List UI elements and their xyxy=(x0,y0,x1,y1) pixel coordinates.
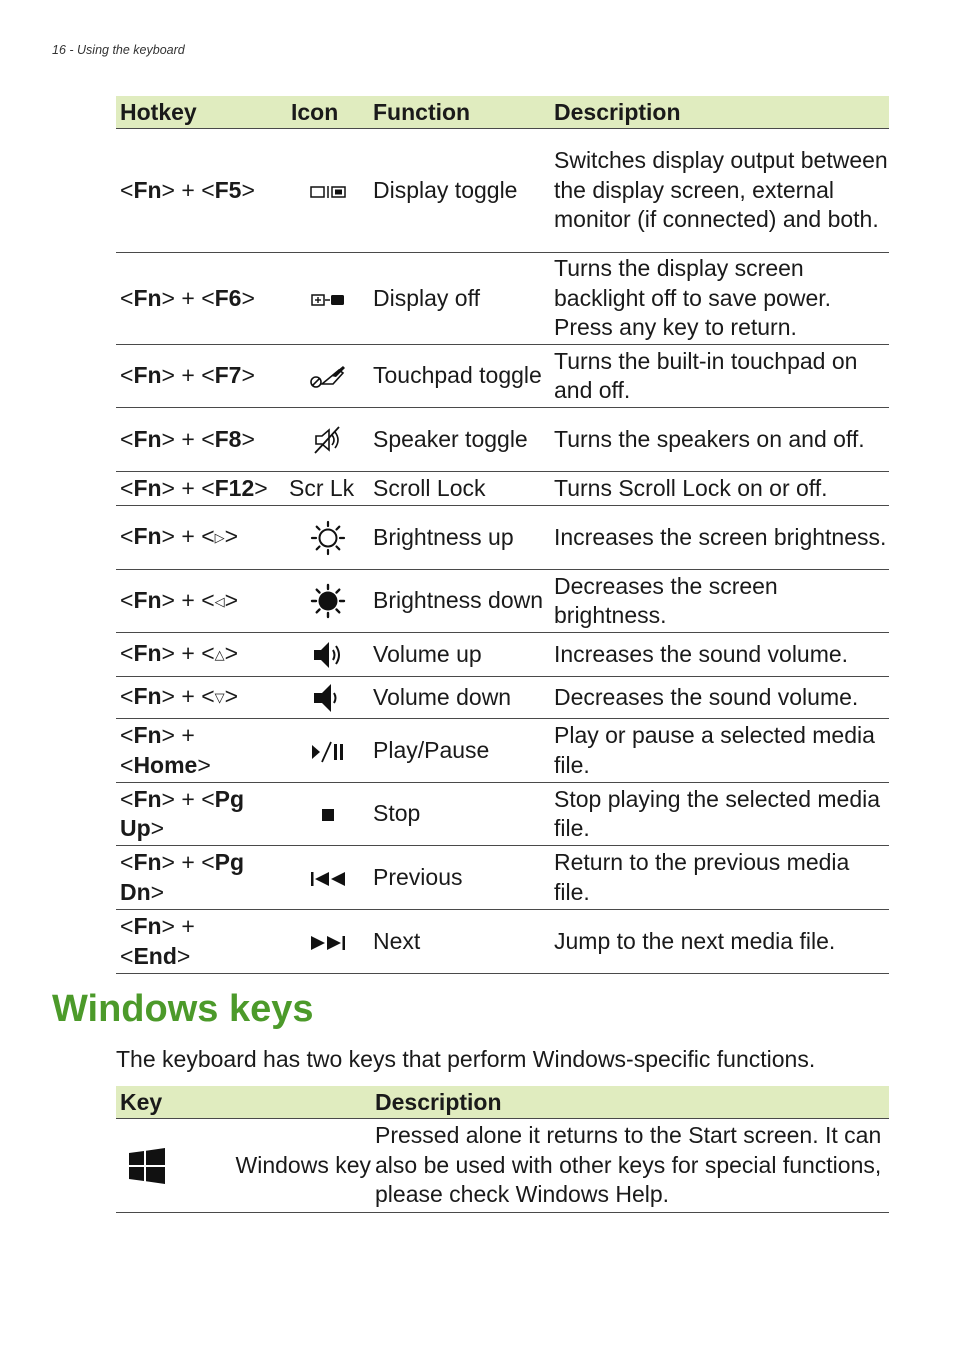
hotkey-cell: <Fn> + <F6> xyxy=(116,253,287,345)
description-cell: Turns the display screen backlight off to save power. Press any key to return. xyxy=(550,253,889,345)
description-cell: Increases the screen brightness. xyxy=(550,506,889,570)
mod-key: Fn xyxy=(133,425,162,452)
key-name: Pg Dn xyxy=(120,849,245,905)
mod-key: Fn xyxy=(133,523,162,550)
speaker-mute-icon xyxy=(312,425,344,455)
icon-cell xyxy=(287,846,369,910)
description-cell: Decreases the screen brightness. xyxy=(550,570,889,633)
function-cell: Play/Pause xyxy=(369,719,550,783)
mod-key: Fn xyxy=(133,362,162,389)
key-name: ▷ xyxy=(214,530,225,546)
description-cell: Return to the previous media file. xyxy=(550,846,889,910)
table-row xyxy=(116,783,889,846)
icon-cell xyxy=(287,506,369,570)
header-hotkey: Hotkey xyxy=(116,96,287,129)
icon-cell xyxy=(287,345,369,408)
mod-key: Fn xyxy=(133,176,162,203)
icon-cell xyxy=(287,910,369,974)
function-cell: Speaker toggle xyxy=(369,408,550,472)
icon-cell xyxy=(287,408,369,472)
mod-key: Fn xyxy=(133,683,162,710)
key-cell xyxy=(116,1119,371,1213)
hotkey-cell: <Fn> + <▷> xyxy=(116,506,287,570)
header-description: Description xyxy=(550,96,889,129)
mod-key: Fn xyxy=(133,785,162,812)
mod-key: Fn xyxy=(133,913,162,939)
play-pause-icon xyxy=(309,740,347,764)
table-row xyxy=(116,910,889,974)
hotkey-cell: <Fn> + <End> xyxy=(116,910,287,974)
hotkey-cell: <Fn> + <◁> xyxy=(116,570,287,633)
brightness-down-icon xyxy=(310,583,346,619)
function-cell: Display off xyxy=(369,253,550,345)
windows-key-table xyxy=(116,1086,889,1213)
table-row xyxy=(116,506,889,570)
description-cell: Decreases the sound volume. xyxy=(550,677,889,719)
key-name: ▽ xyxy=(214,690,225,706)
volume-down-icon xyxy=(311,681,345,715)
next-icon xyxy=(309,935,347,951)
hotkey-cell: <Fn> + <Pg Up> xyxy=(116,783,287,846)
icon-cell xyxy=(287,570,369,633)
hotkey-cell: <Fn> + <△> xyxy=(116,633,287,677)
mod-key: Fn xyxy=(133,284,162,311)
icon-cell xyxy=(287,472,369,506)
key-name: End xyxy=(133,942,177,969)
table-row xyxy=(116,129,889,253)
volume-up-icon xyxy=(311,639,345,671)
icon-cell xyxy=(287,633,369,677)
description-cell: Play or pause a selected media file. xyxy=(550,719,889,783)
header-description: Description xyxy=(371,1086,889,1119)
table-row xyxy=(116,846,889,910)
function-cell: Next xyxy=(369,910,550,974)
table-row xyxy=(116,570,889,633)
function-cell: Brightness up xyxy=(369,506,550,570)
display-off-icon xyxy=(310,293,346,307)
function-cell: Previous xyxy=(369,846,550,910)
function-cell: Volume down xyxy=(369,677,550,719)
windows-key-label: Windows key xyxy=(235,1151,371,1178)
hotkey-cell: <Fn> + <F8> xyxy=(116,408,287,472)
key-name: △ xyxy=(214,647,225,663)
table-row xyxy=(116,345,889,408)
description-cell: Jump to the next media file. xyxy=(550,910,889,974)
hotkey-cell: <Fn> + <Home> xyxy=(116,719,287,783)
function-cell: Touchpad toggle xyxy=(369,345,550,408)
section-title: Windows keys xyxy=(52,988,314,1030)
table-row xyxy=(116,1119,889,1213)
description-cell: Turns Scroll Lock on or off. xyxy=(550,472,889,506)
table-row xyxy=(116,719,889,783)
hotkey-cell: <Fn> + <Pg Dn> xyxy=(116,846,287,910)
mod-key: Fn xyxy=(133,474,162,501)
function-cell: Scroll Lock xyxy=(369,472,550,506)
function-cell: Display toggle xyxy=(369,129,550,253)
brightness-up-icon xyxy=(310,520,346,556)
display-toggle-icon xyxy=(309,185,347,199)
hotkey-table-header xyxy=(116,96,889,129)
table-row xyxy=(116,472,889,506)
key-name: F6 xyxy=(214,284,242,311)
section-intro: The keyboard has two keys that perform Windows-specific functions. xyxy=(116,1046,816,1072)
mod-key: Fn xyxy=(133,640,162,667)
table-row xyxy=(116,677,889,719)
icon-cell xyxy=(287,129,369,253)
touchpad-toggle-icon xyxy=(309,364,347,390)
windows-logo-icon xyxy=(128,1148,166,1184)
key-name: Home xyxy=(133,751,198,778)
mod-key: Fn xyxy=(133,849,162,875)
function-cell: Stop xyxy=(369,783,550,846)
key-name: F7 xyxy=(214,362,242,389)
windows-table-header xyxy=(116,1086,889,1119)
running-header: 16 - Using the keyboard xyxy=(52,43,185,57)
mod-key: Fn xyxy=(133,722,162,748)
table-row xyxy=(116,633,889,677)
previous-icon xyxy=(309,871,347,887)
key-name: F5 xyxy=(214,176,242,203)
table-row xyxy=(116,408,889,472)
description-cell: Turns the built-in touchpad on and off. xyxy=(550,345,889,408)
icon-cell xyxy=(287,783,369,846)
key-name: F8 xyxy=(214,425,242,452)
hotkey-cell: <Fn> + <▽> xyxy=(116,677,287,719)
key-name: ◁ xyxy=(214,593,225,609)
description-cell: Pressed alone it returns to the Start screen. It can also be used with other keys for special functions, please check Windows Help. xyxy=(371,1119,889,1213)
description-cell: Switches display output between the display screen, external monitor (if connected) and both. xyxy=(550,129,889,253)
header-function: Function xyxy=(369,96,550,129)
stop-icon xyxy=(320,807,336,823)
icon-cell xyxy=(287,253,369,345)
hotkey-cell: <Fn> + <F7> xyxy=(116,345,287,408)
description-cell: Stop playing the selected media file. xyxy=(550,783,889,846)
hotkey-cell: <Fn> + <F12> xyxy=(116,472,287,506)
description-cell: Increases the sound volume. xyxy=(550,633,889,677)
function-cell: Brightness down xyxy=(369,570,550,633)
description-cell: Turns the speakers on and off. xyxy=(550,408,889,472)
table-row xyxy=(116,253,889,345)
icon-cell xyxy=(287,677,369,719)
key-name: Pg Up xyxy=(120,785,245,841)
function-cell: Volume up xyxy=(369,633,550,677)
mod-key: Fn xyxy=(133,586,162,613)
key-name: F12 xyxy=(214,474,255,501)
scroll-lock-label: Scr Lk xyxy=(289,474,355,501)
icon-cell xyxy=(287,719,369,783)
header-icon: Icon xyxy=(287,96,369,129)
header-key: Key xyxy=(116,1086,371,1119)
hotkey-cell: <Fn> + <F5> xyxy=(116,129,287,253)
hotkey-table xyxy=(116,96,889,974)
